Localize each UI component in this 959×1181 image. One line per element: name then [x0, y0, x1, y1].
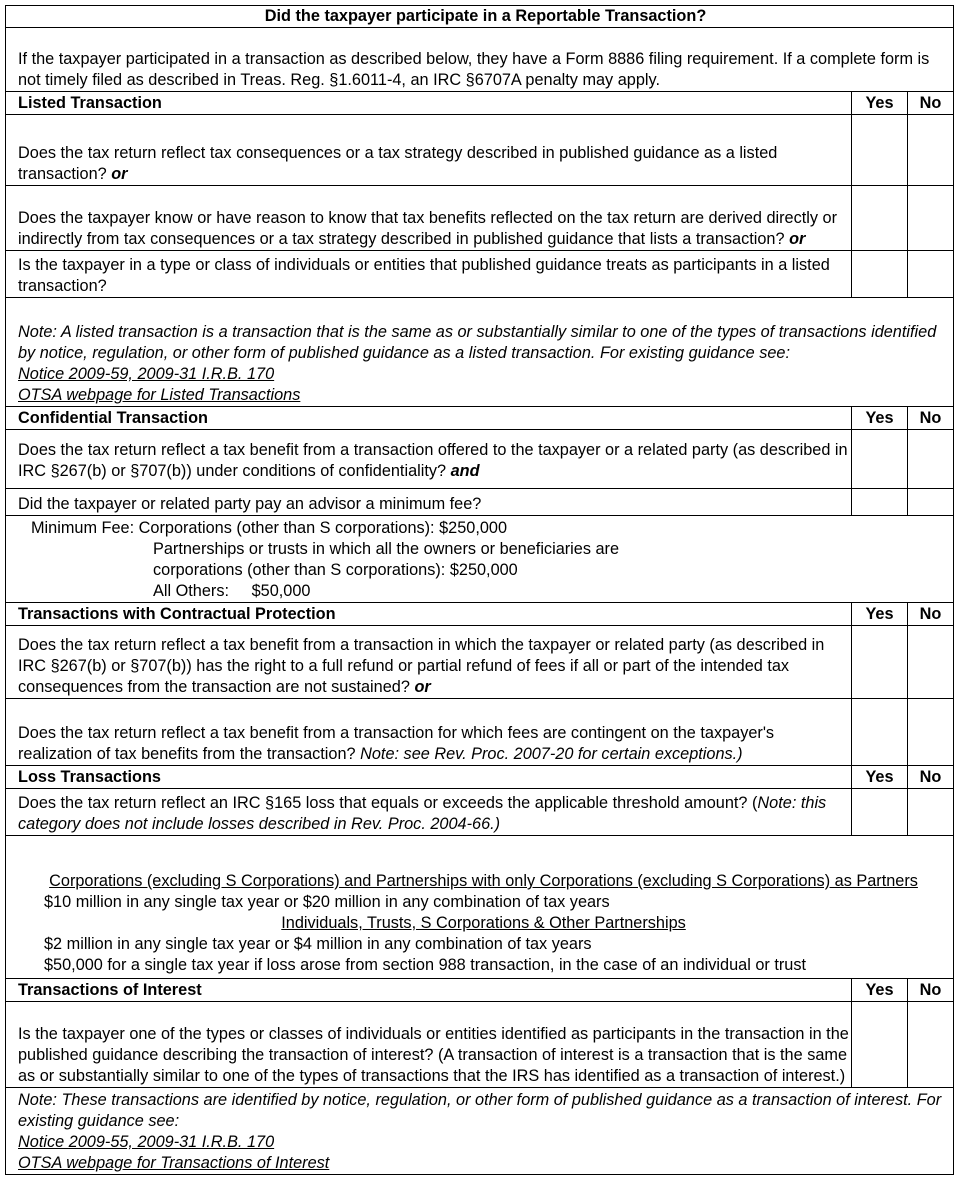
yes-checkbox[interactable]	[852, 626, 908, 699]
no-header: No	[908, 603, 954, 626]
yes-header: Yes	[852, 603, 908, 626]
fee-all-others: All Others: $50,000	[153, 582, 311, 600]
contractual-question-1: Does the tax return reflect a tax benefit from a transaction in which the taxpayer or related party (as described in IRC §267(b) or §707(b)) has the right to a full refund or partial refund of fees if all or part of the intended tax consequences from the transaction are not sustained? or	[6, 626, 852, 699]
fee-corporations: Minimum Fee: Corporations (other than S corporations): $250,000	[31, 519, 508, 537]
yes-checkbox[interactable]	[852, 1002, 908, 1088]
form-title: Did the taxpayer participate in a Reportable Transaction?	[6, 6, 954, 28]
no-checkbox[interactable]	[908, 430, 954, 489]
yes-checkbox[interactable]	[852, 186, 908, 251]
listed-question-3: Is the taxpayer in a type or class of individuals or entities that published guidance treats as participants in a listed transaction?	[6, 251, 852, 298]
no-checkbox[interactable]	[908, 251, 954, 298]
individuals-threshold-2: $50,000 for a single tax year if loss arose from section 988 transaction, in the case of an individual or trust	[44, 956, 807, 974]
fee-partnerships: Partnerships or trusts in which all the owners or beneficiaries are	[153, 540, 620, 558]
no-header: No	[908, 92, 954, 115]
reportable-transaction-checklist	[5, 5, 954, 1175]
loss-thresholds	[6, 836, 954, 979]
section-heading-interest: Transactions of Interest	[6, 979, 852, 1002]
fee-partnerships-cont: corporations (other than S corporations): $250,000	[153, 561, 518, 579]
yes-header: Yes	[852, 979, 908, 1002]
yes-checkbox[interactable]	[852, 251, 908, 298]
section-heading-listed: Listed Transaction	[6, 92, 852, 115]
no-checkbox[interactable]	[908, 489, 954, 516]
no-header: No	[908, 766, 954, 789]
intro-text: If the taxpayer participated in a transaction as described below, they have a Form 8886 filing requirement. If a complete form is not timely filed as described in Treas. Reg. §1.6011-4, an IRC §6707A penalty may apply.	[6, 28, 954, 92]
yes-header: Yes	[852, 92, 908, 115]
yes-header: Yes	[852, 766, 908, 789]
no-checkbox[interactable]	[908, 626, 954, 699]
otsa-listed-link[interactable]: OTSA webpage for Listed Transactions	[18, 386, 301, 404]
yes-checkbox[interactable]	[852, 115, 908, 186]
no-header: No	[908, 407, 954, 430]
no-header: No	[908, 979, 954, 1002]
yes-header: Yes	[852, 407, 908, 430]
yes-checkbox[interactable]	[852, 699, 908, 766]
individuals-heading: Individuals, Trusts, S Corporations & Other Partnerships	[281, 914, 686, 932]
confidential-question-1: Does the tax return reflect a tax benefit from a transaction offered to the taxpayer or a related party (as described in IRC §267(b) or §707(b)) under conditions of confidentiality? and	[6, 430, 852, 489]
section-heading-loss: Loss Transactions	[6, 766, 852, 789]
interest-question-1: Is the taxpayer one of the types or classes of individuals or entities identified as participants in the transaction in the published guidance describing the transaction of interest? (A transaction of interest is a transaction that is the same as or substantially similar to one of the types of transactions that the IRS has identified as a transaction of interest.)	[6, 1002, 852, 1088]
listed-question-2: Does the taxpayer know or have reason to know that tax benefits reflected on the tax return are derived directly or indirectly from tax consequences or a tax strategy described in published guidance that lists a transaction? or	[6, 186, 852, 251]
notice-2009-59-link[interactable]: Notice 2009-59, 2009-31 I.R.B. 170	[18, 365, 275, 383]
minimum-fee-table	[6, 516, 954, 603]
no-checkbox[interactable]	[908, 186, 954, 251]
listed-note: Note: A listed transaction is a transaction that is the same as or substantially similar to one of the types of transactions identified by notice, regulation, or other form of published guidance as a listed transaction. For existing guidance see: Notice 2009-59, 2009-31 I.R.B. 170 OTSA webpage for Listed Transactions	[6, 298, 954, 407]
corporations-threshold: $10 million in any single tax year or $20 million in any combination of tax years	[44, 893, 610, 911]
no-checkbox[interactable]	[908, 699, 954, 766]
yes-checkbox[interactable]	[852, 789, 908, 836]
no-checkbox[interactable]	[908, 1002, 954, 1088]
loss-question-1: Does the tax return reflect an IRC §165 loss that equals or exceeds the applicable threshold amount? (Note: this category does not include losses described in Rev. Proc. 2004-66.)	[6, 789, 852, 836]
confidential-question-2: Did the taxpayer or related party pay an advisor a minimum fee?	[6, 489, 852, 516]
no-checkbox[interactable]	[908, 115, 954, 186]
otsa-interest-link[interactable]: OTSA webpage for Transactions of Interest	[18, 1154, 330, 1172]
interest-note: Note: These transactions are identified by notice, regulation, or other form of published guidance as a transaction of interest. For existing guidance see: Notice 2009-55, 2009-31 I.R.B. 170 OTSA webpage for Transactions of Interest	[6, 1088, 954, 1175]
contractual-question-2: Does the tax return reflect a tax benefit from a transaction for which fees are contingent on the taxpayer's realization of tax benefits from the transaction? Note: see Rev. Proc. 2007-20 for certain exceptions.)	[6, 699, 852, 766]
listed-question-1: Does the tax return reflect tax consequences or a tax strategy described in published guidance as a listed transaction? or	[6, 115, 852, 186]
yes-checkbox[interactable]	[852, 430, 908, 489]
individuals-threshold-1: $2 million in any single tax year or $4 million in any combination of tax years	[44, 935, 592, 953]
corporations-heading: Corporations (excluding S Corporations) and Partnerships with only Corporations (excluding S Corporations) as Partners	[49, 872, 918, 890]
section-heading-contractual: Transactions with Contractual Protection	[6, 603, 852, 626]
notice-2009-55-link[interactable]: Notice 2009-55, 2009-31 I.R.B. 170	[18, 1133, 275, 1151]
section-heading-confidential: Confidential Transaction	[6, 407, 852, 430]
yes-checkbox[interactable]	[852, 489, 908, 516]
no-checkbox[interactable]	[908, 789, 954, 836]
